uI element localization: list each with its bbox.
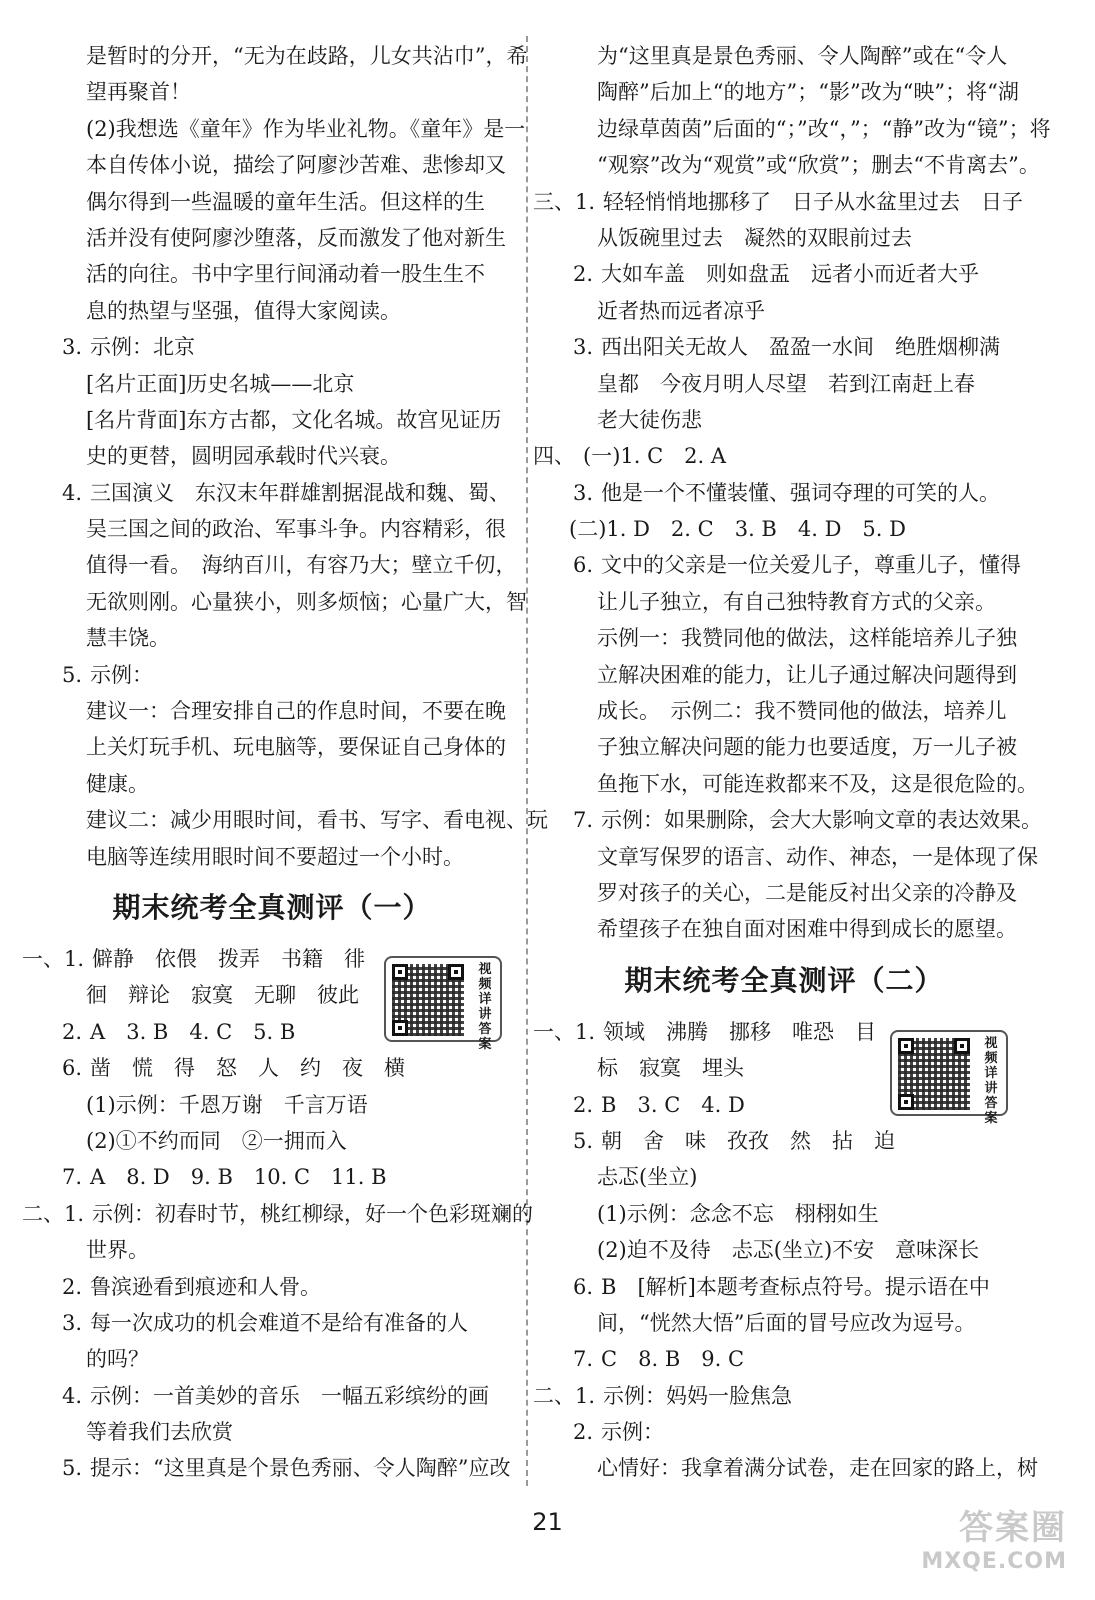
answer-text: 罗对孩子的关心，二是能反衬出父亲的冷静及 — [597, 880, 1017, 905]
answer-line — [533, 1269, 1035, 1305]
question-number: 4. — [62, 1383, 83, 1408]
answer-line — [22, 220, 522, 256]
answer-text: 示例： — [90, 662, 154, 687]
question-number: 2. — [62, 1274, 83, 1299]
answer-text: C 8. B 9. C — [601, 1347, 745, 1372]
answer-line — [22, 1196, 534, 1232]
answer-line — [533, 839, 1038, 875]
answer-text: 让儿子独立，有自己独特教育方式的父亲。 — [597, 589, 996, 614]
qr-finder — [954, 1038, 970, 1054]
answer-text: 徊 辩论 寂寞 无聊 彼此 — [86, 983, 359, 1008]
question-number: 一、1. — [533, 1019, 596, 1044]
question-number: 5. — [62, 1456, 83, 1481]
answer-line — [22, 766, 522, 802]
section-heading: 期末统考全真测评（二） — [624, 963, 944, 997]
answer-line — [22, 547, 522, 583]
answer-text: 子独立解决问题的能力也要适度，万一儿子被 — [597, 735, 1017, 760]
watermark — [907, 1500, 1067, 1592]
answer-text: 无欲则刚。心量狭小，则多烦恼；心量广大，智 — [86, 589, 527, 614]
question-number: 7. — [573, 808, 594, 833]
answer-text: 从饭碗里过去 凝然的双眼前过去 — [597, 225, 912, 250]
answer-text: 望再聚首！ — [86, 80, 191, 105]
answer-text: 西出阳关无故人 盈盈一水间 绝胜烟柳满 — [601, 335, 1001, 360]
question-number: 三、1. — [533, 189, 596, 214]
answer-line — [22, 184, 522, 220]
answer-line — [533, 111, 1051, 147]
answer-text: 建议一：合理安排自己的作息时间，不要在晚 — [86, 699, 506, 724]
answer-line — [533, 911, 1035, 947]
answer-line — [22, 1378, 522, 1414]
question-number: 6. — [62, 1056, 83, 1081]
answer-line — [533, 293, 1035, 329]
answer-text: 皇都 今夜月明人尽望 若到江南赶上春 — [597, 371, 975, 396]
answer-line — [22, 1269, 522, 1305]
answer-text: 活并没有使阿廖沙堕落，反而激发了他对新生 — [86, 225, 506, 250]
answer-text: 陶醉”后加上“的地方”；“影”改为“映”；将“湖 — [597, 80, 1019, 105]
answer-text: (1)示例：念念不忘 栩栩如生 — [597, 1201, 879, 1226]
qr-caption: 视频详讲答案 — [478, 962, 492, 1052]
answer-text: 示例一：我赞同他的做法，这样能培养儿子独 — [597, 626, 1017, 651]
question-number: 3. — [62, 1310, 83, 1335]
answer-text: 鱼拖下水，可能连救都来不及，这是很危险的。 — [597, 771, 1038, 796]
answer-line — [22, 402, 522, 438]
question-number: 2. — [573, 1092, 594, 1117]
answer-text: B 3. C 4. D — [601, 1092, 745, 1117]
question-number: 一、1. — [22, 946, 85, 971]
answer-text: 心情好：我拿着满分试卷，走在回家的路上，树 — [597, 1456, 1038, 1481]
qr-code-right[interactable] — [890, 1030, 1008, 1126]
question-number: 二、1. — [533, 1383, 596, 1408]
answer-line — [533, 366, 1035, 402]
answer-text: 近者热而远者凉乎 — [597, 298, 765, 323]
answer-line — [22, 657, 522, 693]
answer-line — [22, 74, 522, 110]
answer-text: 凿 慌 得 怒 人 约 夜 横 — [90, 1056, 406, 1081]
answer-text: [名片正面]历史名城——北京 — [86, 371, 355, 396]
answer-text: “观察”改为“观赏”或“欣赏”；删去“不肯离去”。 — [597, 153, 1040, 178]
answer-line — [22, 584, 527, 620]
answer-text: 示例：如果删除，会大大影响文章的表达效果。 — [601, 808, 1043, 833]
answer-text: 希望孩子在独自面对困难中得到成长的愿望。 — [597, 917, 1017, 942]
answer-text: A 3. B 4. C 5. B — [90, 1019, 296, 1044]
answer-text: 三国演义 东汉末年群雄割据混战和魏、蜀、 — [90, 480, 511, 505]
answer-line — [533, 511, 1035, 547]
answer-line — [533, 620, 1035, 656]
answer-text: 活的向往。书中字里行间涌动着一股生生不 — [86, 262, 485, 287]
answer-line — [533, 1305, 1035, 1341]
answer-text: 鲁滨逊看到痕迹和人骨。 — [90, 1274, 322, 1299]
answer-line — [533, 184, 1035, 220]
answer-text: 提示：“这里真是个景色秀丽、令人陶醉”应改 — [90, 1456, 511, 1481]
answer-line — [22, 1087, 522, 1123]
answer-text: 吴三国之间的政治、军事斗争。内容精彩，很 — [86, 517, 506, 542]
question-number: 3. — [573, 335, 594, 360]
answer-text: 值得一看。 海纳百川，有容乃大；壁立千仞， — [86, 553, 517, 578]
answer-text: 世界。 — [86, 1238, 149, 1263]
answer-text: 间，“恍然大悟”后面的冒号应改为逗号。 — [597, 1310, 976, 1335]
answer-text: [名片背面]东方古都，文化名城。故宫见证历 — [86, 407, 502, 432]
answer-line — [22, 1159, 522, 1195]
answer-line — [533, 438, 1035, 474]
question-number: 5. — [573, 1128, 594, 1153]
answer-line — [22, 438, 522, 474]
answer-line — [22, 1305, 522, 1341]
answer-text: (2)迫不及待 忐忑(坐立)不安 意味深长 — [597, 1238, 980, 1263]
question-number: 7. — [62, 1165, 83, 1190]
page-number: 21 — [532, 1508, 563, 1536]
answer-line — [533, 657, 1035, 693]
answer-text: 大如车盖 则如盘盂 远者小而近者大乎 — [601, 262, 980, 287]
answer-line — [22, 802, 548, 838]
answer-text: 僻静 依偎 拨弄 书籍 徘 — [92, 946, 366, 971]
answer-line — [22, 256, 522, 292]
watermark-logo-text: 答案圈 — [959, 1508, 1067, 1548]
answer-text: 上关灯玩手机、玩电脑等，要保证自己身体的 — [86, 735, 506, 760]
answer-text: 老大徒伤悲 — [597, 407, 702, 432]
answer-text: 为“这里真是景色秀丽、令人陶醉”或在“令人 — [597, 44, 1008, 68]
answer-text: 电脑等连续用眼时间不要超过一个小时。 — [86, 844, 464, 869]
answer-line — [22, 1232, 522, 1268]
question-number: 四、 — [533, 444, 575, 469]
answer-text: 轻轻悄悄地挪移了 日子从水盆里过去 日子 — [603, 189, 1024, 214]
answer-text: (2)我想选《童年》作为毕业礼物。《童年》是一 — [86, 116, 526, 141]
answer-line — [22, 693, 522, 729]
qr-code-left[interactable] — [384, 956, 502, 1052]
answer-text: 本自传体小说，描绘了阿廖沙苦难、悲惨却又 — [86, 153, 506, 178]
section-heading: 期末统考全真测评（一） — [112, 890, 432, 924]
answer-text: 文中的父亲是一位关爱儿子，尊重儿子，懂得 — [601, 553, 1022, 578]
question-number: 3. — [573, 480, 594, 505]
answer-text: 忐忑(坐立) — [597, 1165, 698, 1190]
answer-text: 示例：妈妈一脸焦急 — [603, 1383, 793, 1408]
right-column — [533, 38, 1051, 1487]
qr-finder — [898, 1094, 914, 1110]
answer-line — [22, 1341, 522, 1377]
answer-line — [533, 38, 1035, 74]
answer-line — [533, 802, 1043, 838]
answer-line — [533, 547, 1035, 583]
watermark-url: MXQE.COM — [921, 1549, 1067, 1574]
answer-line — [22, 1450, 522, 1486]
answer-text: 偶尔得到一些温暖的童年生活。但这样的生 — [86, 189, 485, 214]
answer-text: (二)1. D 2. C 3. B 4. D 5. D — [569, 517, 906, 542]
question-number: 2. — [573, 262, 594, 287]
answer-line — [533, 1232, 1035, 1268]
answer-line — [533, 875, 1035, 911]
answer-line — [533, 1196, 1035, 1232]
answer-line — [22, 1414, 522, 1450]
qr-finder — [392, 1020, 408, 1036]
answer-line — [22, 475, 522, 511]
answer-line — [533, 402, 1035, 438]
answer-line — [533, 1378, 1035, 1414]
answer-text: 史的更替，圆明园承载时代兴衰。 — [86, 444, 401, 469]
answer-line — [533, 475, 1035, 511]
answer-line — [533, 1414, 1035, 1450]
answer-line — [533, 256, 1035, 292]
answer-line — [22, 729, 522, 765]
answer-text: 领域 沸腾 挪移 唯恐 目 — [603, 1019, 877, 1044]
answer-line — [22, 511, 522, 547]
qr-finder — [448, 964, 464, 980]
answer-line — [533, 1123, 1035, 1159]
answer-line — [22, 38, 528, 74]
answer-line — [22, 366, 522, 402]
answer-line — [533, 74, 1035, 110]
qr-finder — [392, 964, 408, 980]
question-number: 4. — [62, 480, 83, 505]
answer-line — [22, 620, 522, 656]
column-divider — [526, 36, 528, 1486]
answer-line — [533, 584, 1035, 620]
answer-line — [533, 766, 1038, 802]
answer-text: 标 寂寞 埋头 — [597, 1056, 744, 1081]
question-number: 2. — [573, 1420, 594, 1445]
answer-line — [22, 111, 526, 147]
question-number: 2. — [62, 1019, 83, 1044]
answer-text: 健康。 — [86, 771, 149, 796]
answer-line — [22, 839, 522, 875]
question-number: 6. — [573, 553, 594, 578]
question-number: 二、1. — [22, 1201, 85, 1226]
answer-text: (2)①不约而同 ②一拥而入 — [86, 1128, 347, 1153]
answer-line — [22, 293, 522, 329]
answer-text: 朝 舍 味 孜孜 然 拈 迫 — [601, 1128, 896, 1153]
answer-text: 边绿草茵茵”后面的“；”改“，”；“静”改为“镜”；将 — [597, 116, 1051, 141]
answer-text: (一)1. C 2. A — [583, 444, 727, 469]
answer-line — [22, 1123, 522, 1159]
answer-text: 是暂时的分开，“无为在歧路，儿女共沾巾”，希 — [86, 44, 528, 68]
answer-line — [22, 329, 522, 365]
answer-text: 文章写保罗的语言、动作、神态，一是体现了保 — [597, 844, 1038, 869]
qr-caption: 视频详讲答案 — [984, 1036, 998, 1126]
answer-text: 的吗？ — [86, 1347, 149, 1372]
answer-text: 等着我们去欣赏 — [86, 1420, 233, 1445]
answer-text: 建议二：减少用眼时间，看书、写字、看电视、玩 — [86, 808, 548, 833]
answer-text: B [解析]本题考查标点符号。提示语在中 — [601, 1274, 990, 1299]
question-number: 3. — [62, 335, 83, 360]
left-column — [22, 38, 548, 1487]
answer-text: 示例：北京 — [90, 335, 196, 360]
answer-line — [22, 1050, 522, 1086]
answer-text: 示例： — [601, 1420, 665, 1445]
question-number: 5. — [62, 662, 83, 687]
answer-line — [533, 329, 1035, 365]
answer-text: (1)示例：千恩万谢 千言万语 — [86, 1092, 368, 1117]
answer-text: 每一次成功的机会难道不是给有准备的人 — [90, 1310, 469, 1335]
answer-line — [533, 1341, 1035, 1377]
answer-text: 示例：一首美妙的音乐 一幅五彩缤纷的画 — [90, 1383, 490, 1408]
answer-line — [533, 147, 1040, 183]
answer-line — [22, 147, 522, 183]
answer-text: 息的热望与坚强，值得大家阅读。 — [86, 298, 401, 323]
answer-text: 成长。 示例二：我不赞同他的做法，培养儿 — [597, 699, 1007, 724]
qr-finder — [898, 1038, 914, 1054]
answer-line — [533, 693, 1035, 729]
answer-text: 示例：初春时节，桃红柳绿，好一个色彩斑斓的 — [92, 1201, 534, 1226]
answer-text: 他是一个不懂装懂、强词夺理的可笑的人。 — [601, 480, 1001, 505]
question-number: 7. — [573, 1347, 594, 1372]
answer-line — [533, 1450, 1038, 1486]
answer-line — [533, 220, 1035, 256]
answer-text: 立解决困难的能力，让儿子通过解决问题得到 — [597, 662, 1017, 687]
answer-line — [533, 729, 1035, 765]
answer-line — [533, 1159, 1035, 1195]
answer-text: 慧丰饶。 — [86, 626, 170, 651]
question-number: 6. — [573, 1274, 594, 1299]
answer-text: A 8. D 9. B 10. C 11. B — [90, 1165, 387, 1190]
